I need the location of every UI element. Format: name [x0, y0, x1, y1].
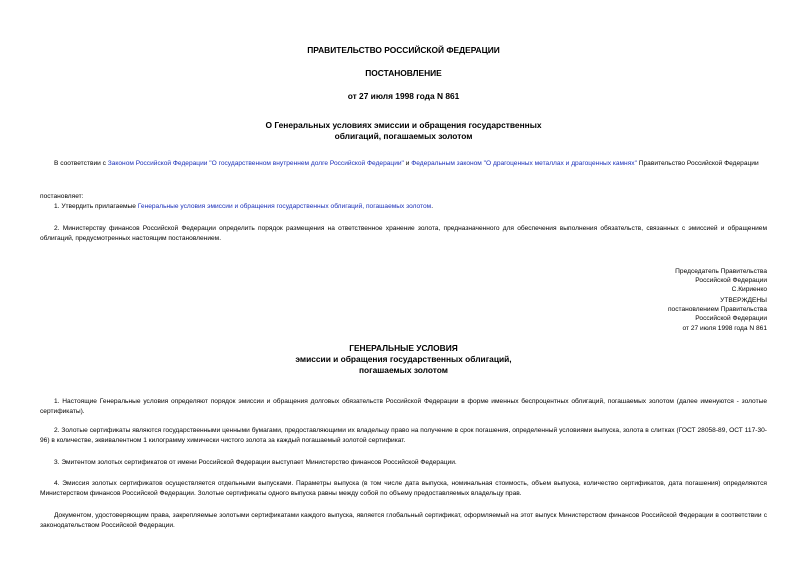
condition-paragraph-2: 2. Золотые сертификаты являются государственными ценными бумагами, предоставляющими их владельцу право на получение в срок погашения, определенный условиями выпуска, золота в слитках (ГОСТ 28058-89, ОСТ 117-30-96) в количестве, эквивалентном 1 килограмму химически чистого золота за каждый погашаемый золотой сертификат.: [40, 427, 767, 444]
condition-paragraph-3: 3. Эмитентом золотых сертификатов от имени Российской Федерации выступает Министерство финансов Российской Федерации.: [54, 459, 457, 466]
general-conditions-link[interactable]: Генеральные условия эмиссии и обращения государственных облигаций, погашаемых золотом: [137, 203, 432, 210]
condition-paragraph-5: Документом, удостоверяющим права, закрепляемые золотыми сертификатами каждого выпуска, является глобальный сертификат, оформляемый на этот выпуск Министерством финансов Российской Федерации в соответствии с законодательством Российской Федерации.: [40, 512, 767, 529]
document-type: ПОСТАНОВЛЕНИЕ: [365, 68, 442, 78]
conditions-subtitle-2: погашаемых золотом: [358, 365, 448, 375]
item-2-paragraph: 2. Министерству финансов Российской Федерации определить порядок размещения на ответственное хранение золота, предназначенного для обеспечения выполнения обязательств, связанных с эмиссией и обращением облигаций, предусмотренных настоящим постановлением.: [40, 225, 767, 242]
law-link-precious-metals[interactable]: Федеральным законом "О драгоценных металлах и драгоценных камнях": [411, 160, 637, 167]
signature-block: Председатель Правительства Российской Федерации С.Кириенко: [675, 268, 767, 294]
document-title-line-2: облигаций, погашаемых золотом: [334, 131, 473, 141]
conditions-subtitle-1: эмиссии и обращения государственных облигаций,: [295, 354, 512, 364]
conditions-title: ГЕНЕРАЛЬНЫЕ УСЛОВИЯ: [349, 343, 458, 353]
government-heading: ПРАВИТЕЛЬСТВО РОССИЙСКОЙ ФЕДЕРАЦИИ: [307, 45, 500, 55]
law-link-state-debt[interactable]: Законом Российской Федерации "О государственном внутреннем долге Российской Федерации": [107, 160, 404, 167]
document-title-line-1: О Генеральных условиях эмиссии и обращения государственных: [265, 120, 542, 130]
document-date-number: от 27 июля 1998 года N 861: [347, 91, 460, 101]
condition-paragraph-4: 4. Эмиссия золотых сертификатов осуществляется отдельными выпусками. Параметры выпуска (в том числе дата выпуска, номинальная стоимость, объем выпуска, количество сертификатов, дата погашения) определяются Министерством финансов Российской Федерации. Золотые сертификаты одного выпуска равны между собой по объему предоставляемых владельцу прав.: [40, 480, 767, 497]
condition-paragraph-1: 1. Настоящие Генеральные условия определяют порядок эмиссии и обращения долговых обязательств Российской Федерации в форме именных беспроцентных облигаций, погашаемых золотом (далее именуются - золотые сертификаты).: [40, 398, 767, 415]
approved-block: УТВЕРЖДЕНЫ постановлением Правительства Российской Федерации от 27 июля 1998 года N 861: [667, 297, 767, 332]
item-1-paragraph: 1. Утвердить прилагаемые Генеральные условия эмиссии и обращения государственных облигаций, погашаемых золотом.: [54, 203, 434, 210]
resolves-text: постановляет:: [40, 193, 84, 200]
preamble-paragraph: В соответствии с Законом Российской Федерации "О государственном внутреннем долге Российской Федерации" и Федеральным законом "О драгоценных металлах и драгоценных камнях" Правительство Российской Федерации: [54, 160, 759, 167]
